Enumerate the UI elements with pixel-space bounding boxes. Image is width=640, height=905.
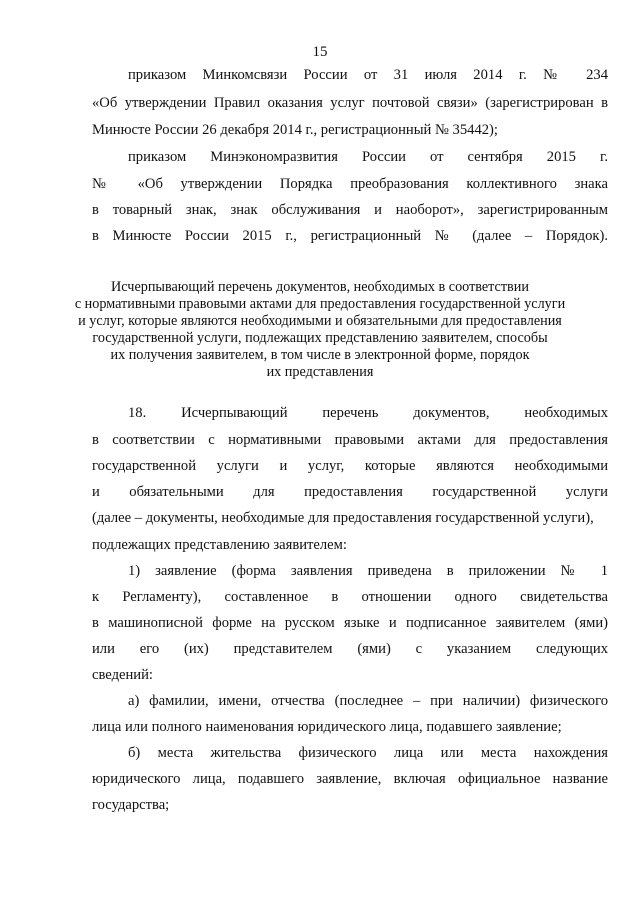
- list-item-line: юридического лица, подавшего заявление, включая официальное название: [92, 771, 608, 787]
- list-item-line: б) места жительства физического лица или места нахождения: [128, 745, 608, 761]
- paragraph-line: в соответствии с нормативными правовыми актами для предоставления: [92, 432, 608, 448]
- paragraph-line: приказом Минкомсвязи России от 31 июля 2014 г. № 234: [128, 67, 608, 83]
- section-heading-line: их представления: [266, 364, 374, 380]
- page-number: 15: [312, 44, 328, 60]
- paragraph-line: подлежащих представлению заявителем:: [92, 537, 347, 553]
- paragraph-line: № «Об утверждении Порядка преобразования коллективного знака: [92, 176, 608, 192]
- paragraph-line: 18. Исчерпывающий перечень документов, необходимых: [128, 405, 608, 421]
- list-item-line: а) фамилии, имени, отчества (последнее – при наличии) физического: [128, 693, 608, 709]
- list-item-line: или его (их) представителем (ями) с указанием следующих: [92, 641, 608, 657]
- section-heading-line: и услуг, которые являются необходимыми и обязательными для предоставления: [78, 313, 562, 329]
- list-item-line: к Регламенту), составленное в отношении одного свидетельства: [92, 589, 608, 605]
- paragraph-line: (далее – документы, необходимые для предоставления государственной услуги),: [92, 510, 594, 526]
- list-item-line: в машинописной форме на русском языке и подписанное заявителем (ями): [92, 615, 608, 631]
- paragraph-line: «Об утверждении Правил оказания услуг почтовой связи» (зарегистрирован в: [92, 95, 608, 111]
- section-heading-line: с нормативными правовыми актами для предоставления государственной услуги: [74, 296, 566, 312]
- list-item-line: государства;: [92, 797, 170, 813]
- paragraph-line: и обязательными для предоставления государственной услуги: [92, 484, 608, 500]
- section-heading-line: Исчерпывающий перечень документов, необходимых в соответствии: [111, 279, 529, 295]
- paragraph-line: приказом Минэкономразвития России от сентября 2015 г.: [128, 149, 608, 165]
- paragraph-line: в Минюсте России 2015 г., регистрационный № (далее – Порядок).: [92, 228, 608, 244]
- section-heading-line: государственной услуги, подлежащих представлению заявителем, способы: [92, 330, 548, 346]
- list-item-line: 1) заявление (форма заявления приведена в приложении № 1: [128, 563, 608, 579]
- paragraph-line: государственной услуги и услуг, которые являются необходимыми: [92, 458, 608, 474]
- section-heading-line: их получения заявителем, в том числе в электронной форме, порядок: [110, 347, 530, 363]
- paragraph-line: в товарный знак, знак обслуживания и наоборот», зарегистрированным: [92, 202, 608, 218]
- paragraph-line: Минюсте России 26 декабря 2014 г., регистрационный № 35442);: [92, 122, 498, 138]
- list-item-line: лица или полного наименования юридического лица, подавшего заявление;: [92, 719, 562, 735]
- list-item-line: сведений:: [92, 667, 153, 683]
